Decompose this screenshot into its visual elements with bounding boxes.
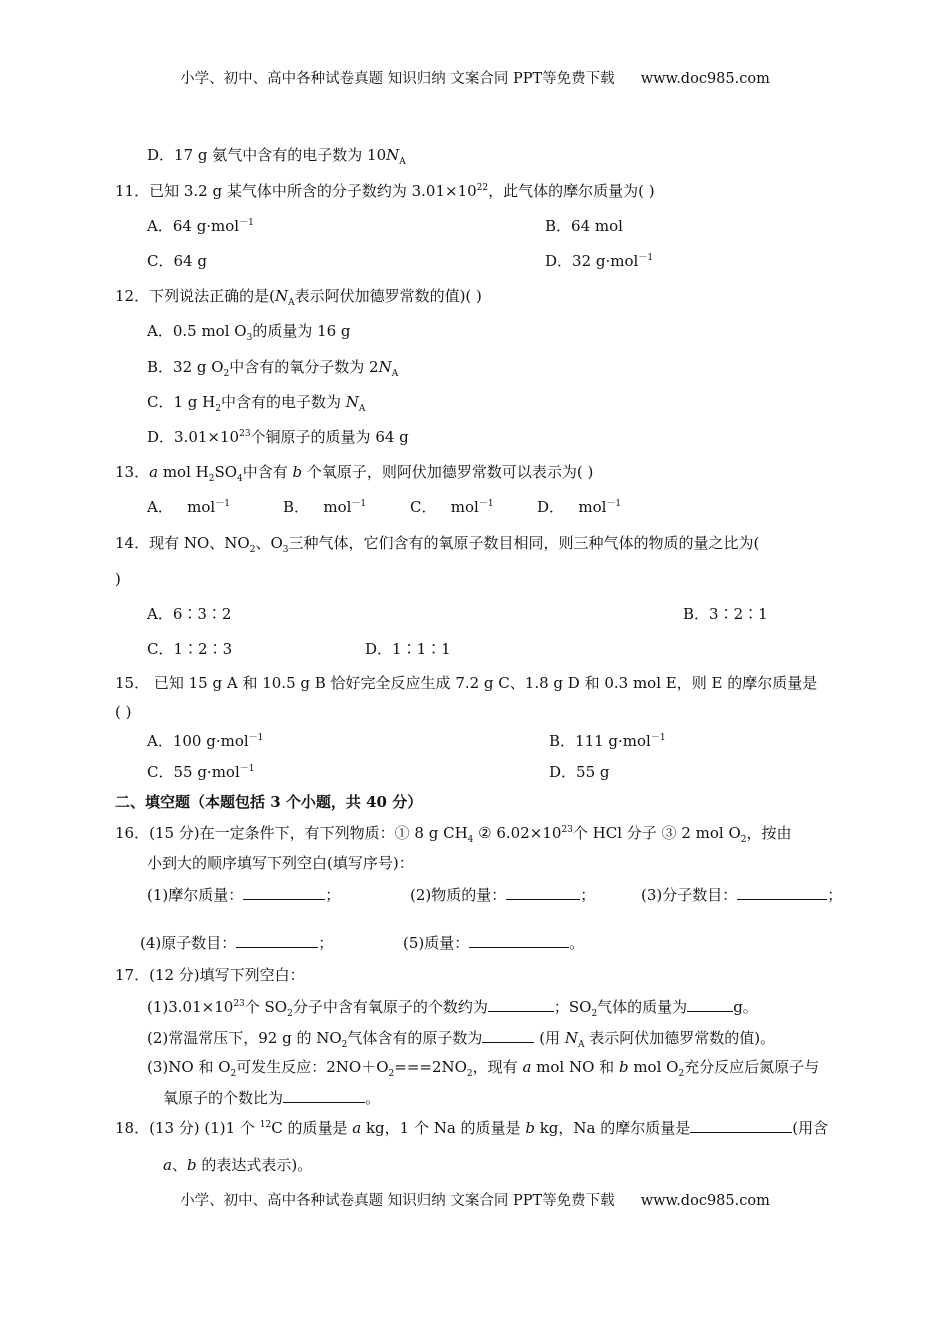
q18-stem: 18．(13 分) (1)1 个 $^{12}$C 的质量是 a kg，1 个 Na 的质量是 b kg，Na 的摩尔质量是 (用含 bbox=[115, 1119, 829, 1137]
q13-option-b: B． mol$^{-1}$ bbox=[283, 498, 367, 516]
q16-part1: (1)摩尔质量： ； bbox=[147, 886, 341, 904]
q12-stem: 12．下列说法正确的是($N_A$表示阿伏加德罗常数的值)( ) bbox=[115, 287, 482, 308]
q15-option-c: C．55 g·mol$^{-1}$ bbox=[147, 763, 255, 781]
q15-option-b: B．111 g·mol$^{-1}$ bbox=[549, 732, 666, 750]
q16-stem-line2: 小到大的顺序填写下列空白(填写序号)： bbox=[147, 854, 414, 872]
footer-site: www.doc985.com bbox=[640, 1193, 770, 1209]
q11-option-a: A．64 g·mol$^{-1}$ bbox=[147, 217, 254, 235]
page-footer bbox=[0, 1191, 950, 1211]
q11-option-c: C．64 g bbox=[147, 252, 207, 270]
q16-part4: (4)原子数目： ； bbox=[140, 934, 334, 952]
q13-option-a: A． mol$^{-1}$ bbox=[147, 498, 230, 516]
q12-option-c: C．1 g $H_2$中含有的电子数为 $N_A$ bbox=[147, 393, 366, 414]
q15-option-d: D．55 g bbox=[549, 763, 610, 781]
q18-blank-1[interactable] bbox=[690, 1117, 792, 1133]
section-title-fill-in: 二、填空题（本题包括 3 个小题，共 40 分） bbox=[115, 793, 423, 811]
q17-stem: 17．(12 分)填写下列空白： bbox=[115, 966, 305, 984]
q17-part1: $(1)3.01\times 10^{23}$个 $SO_2$分子中含有氧原子的个数约为 ；$SO_2$气体的质量为 g。 bbox=[147, 998, 758, 1019]
q12-option-b: B．32 g $O_2$中含有的氧分子数为 $2N_A$ bbox=[147, 358, 399, 379]
q15-stem-end: ( ) bbox=[115, 703, 132, 721]
q17-part3-line2: 氧原子的个数比为 。 bbox=[163, 1089, 381, 1107]
q14-stem: 14．现有 NO、$NO_2$、$O_3$三种气体，它们含有的氧原子数目相同，则三种气体的物质的量之比为( bbox=[115, 534, 760, 555]
q12-option-a: A．0.5 mol $O_3$的质量为 16 g bbox=[147, 322, 351, 343]
q17-blank-2[interactable] bbox=[687, 996, 733, 1012]
q14-option-d: D．1∶1∶1 bbox=[365, 640, 451, 658]
q16-part3: (3)分子数目： ； bbox=[641, 886, 843, 904]
header-site: www.doc985.com bbox=[640, 71, 770, 87]
q17-blank-4[interactable] bbox=[283, 1087, 365, 1103]
q16-blank-5[interactable] bbox=[469, 932, 569, 948]
header-text: 小学、初中、高中各种试卷真题 知识归纳 文案合同 PPT等免费下载 bbox=[180, 71, 615, 87]
q14-option-c: C．1∶2∶3 bbox=[147, 640, 233, 658]
q14-option-b: B．3∶2∶1 bbox=[683, 605, 768, 623]
q11-stem: 11．已知 3.2 g 某气体中所含的分子数约为 $3.01\times 10^{22}$，此气体的摩尔质量为( ) bbox=[115, 182, 655, 200]
q14-stem-end: ) bbox=[115, 570, 121, 588]
q11-option-b: B．64 mol bbox=[545, 217, 623, 235]
q16-stem: 16．(15 分)在一定条件下，有下列物质：① 8 g $CH_4$ ② $6.02\times 10^{23}$个 HCl 分子 ③ 2 mol $O_2$，按由 bbox=[115, 824, 792, 845]
q11-option-d: D．32 g·mol$^{-1}$ bbox=[545, 252, 654, 270]
q13-option-d: D． mol$^{-1}$ bbox=[537, 498, 622, 516]
q17-blank-1[interactable] bbox=[488, 996, 554, 1012]
q12-option-d: D．$3.01\times 10^{23}$个铜原子的质量为 64 g bbox=[147, 428, 409, 446]
q18-stem-line2: a、b 的表达式表示)。 bbox=[163, 1156, 313, 1174]
q13-option-c: C． mol$^{-1}$ bbox=[410, 498, 494, 516]
q16-blank-3[interactable] bbox=[737, 884, 827, 900]
q14-option-a: A．6∶3∶2 bbox=[147, 605, 232, 623]
q16-part5: (5)质量： 。 bbox=[403, 934, 585, 952]
footer-text: 小学、初中、高中各种试卷真题 知识归纳 文案合同 PPT等免费下载 bbox=[180, 1193, 615, 1209]
page-header bbox=[0, 69, 950, 89]
q10-option-d: D．17 g 氨气中含有的电子数为 $10N_A$ bbox=[147, 146, 406, 167]
q17-part3: (3)NO 和 $O_2$可发生反应：$2NO+O_2===2NO_2$，现有 a mol NO 和 b mol $O_2$充分反应后氮原子与 bbox=[147, 1058, 820, 1079]
q17-part2: (2)常温常压下，92 g 的 $NO_2$气体含有的原子数为 (用 $N_A$ 表示阿伏加德罗常数的值)。 bbox=[147, 1029, 776, 1050]
q15-stem: 15． 已知 15 g A 和 10.5 g B 恰好完全反应生成 7.2 g C、1.8 g D 和 0.3 mol E，则 E 的摩尔质量是 bbox=[115, 674, 818, 692]
q16-blank-1[interactable] bbox=[243, 884, 325, 900]
q16-part2: (2)物质的量： ； bbox=[410, 886, 596, 904]
q15-option-a: A．100 g·mol$^{-1}$ bbox=[147, 732, 264, 750]
q13-stem: 13．a mol $H_2SO_4$中含有 b 个氧原子，则阿伏加德罗常数可以表示为( ) bbox=[115, 463, 594, 484]
q16-blank-4[interactable] bbox=[236, 932, 318, 948]
q17-blank-3[interactable] bbox=[482, 1027, 534, 1043]
q16-blank-2[interactable] bbox=[506, 884, 580, 900]
